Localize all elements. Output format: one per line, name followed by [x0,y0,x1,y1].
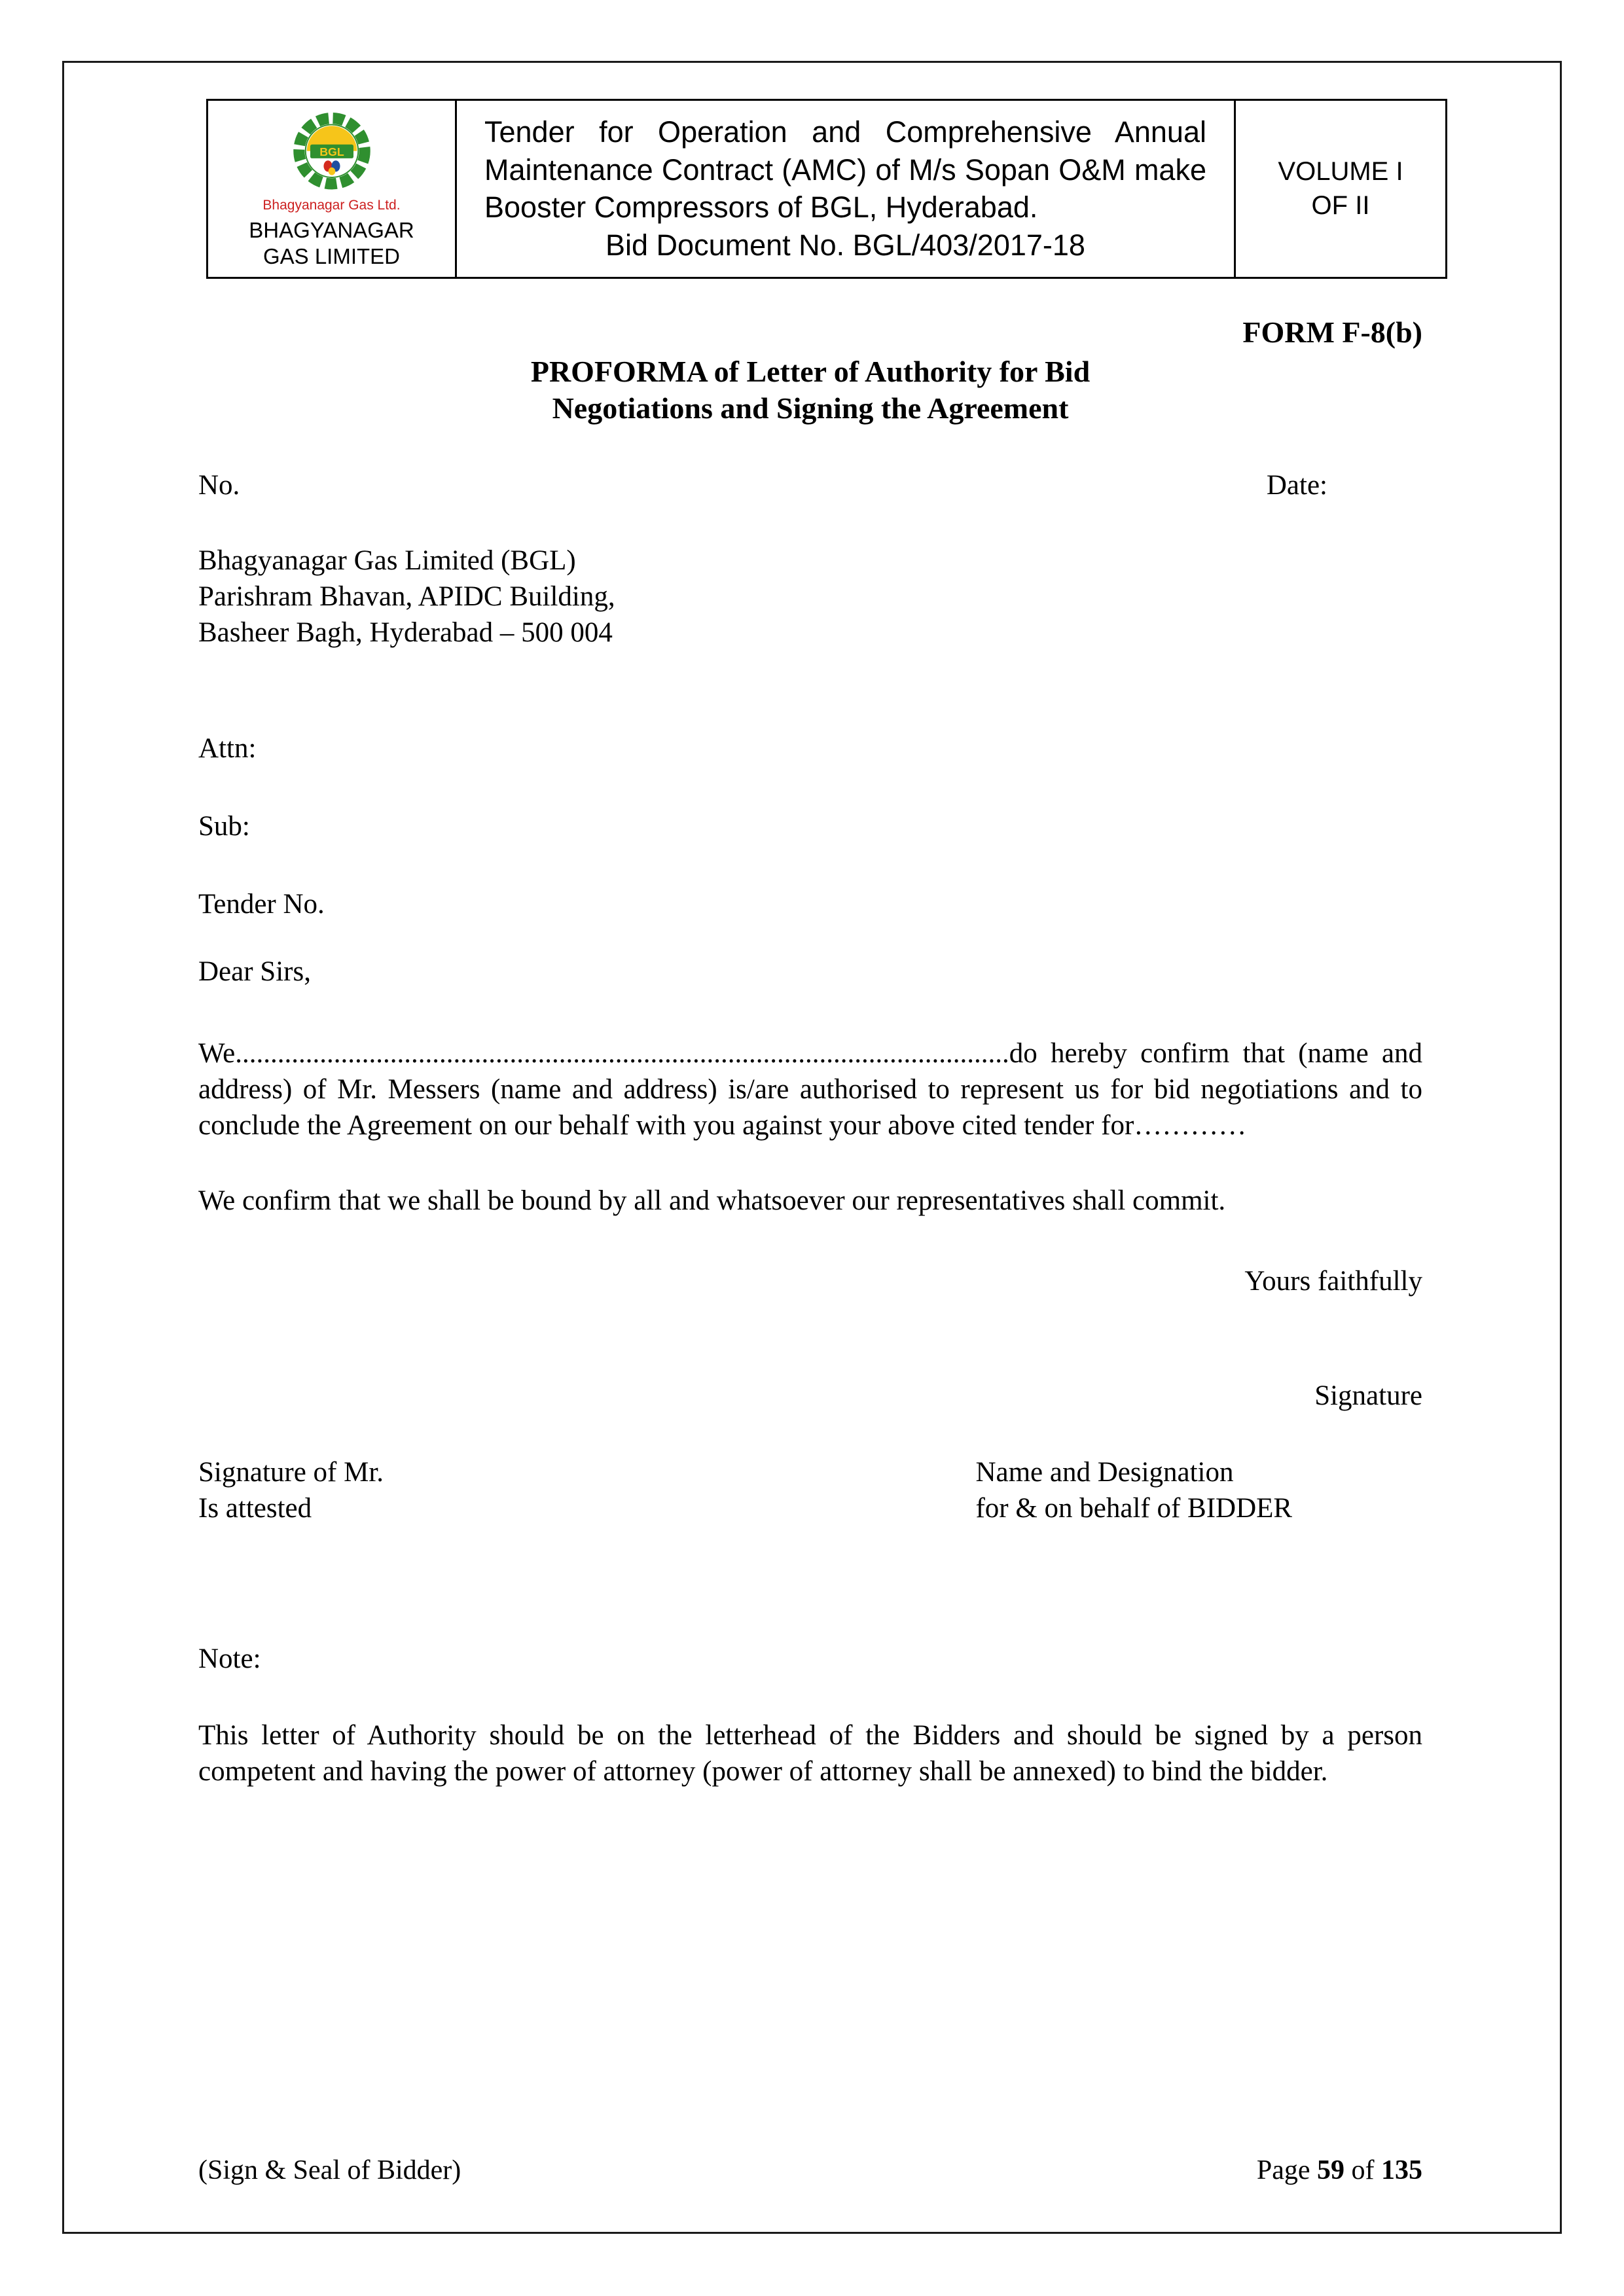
address-line: Parishram Bhavan, APIDC Building, [198,581,615,612]
header-table [206,99,1447,279]
document-page [62,61,1562,2234]
signature-attestation-row [198,1454,1422,1526]
signature-label: Signature [1314,1380,1422,1412]
address-line: Basheer Bagh, Hyderabad – 500 004 [198,617,613,648]
signature-attestation-right [975,1454,1422,1526]
volume-line-1: VOLUME I [1278,157,1403,187]
logo-caption: Bhagyanagar Gas Ltd. [262,198,401,213]
tender-no-label: Tender No. [198,888,325,920]
sign-left-line-2: Is attested [198,1493,312,1524]
form-title-line-1: PROFORMA of Letter of Authority for Bid [530,354,1091,388]
note-text: This letter of Authority should be on the letterhead of the Bidders and should be signed by a person competent and having the power of attorney (power of attorney shall be annexed) to bind the bidder. [198,1720,1422,1787]
form-number: FORM F-8(b) [1242,315,1422,349]
tender-title-cell [457,101,1236,277]
page-indicator [1257,2155,1422,2186]
note-label: Note: [198,1643,261,1675]
svg-text:BGL: BGL [319,145,344,158]
form-title [198,353,1422,427]
sign-seal-note: (Sign & Seal of Bidder) [198,2155,461,2185]
page-number: 59 [1317,2155,1344,2185]
of-label: of [1351,2155,1375,2185]
sign-right-line-1: Name and Designation [975,1457,1234,1488]
closing: Yours faithfully [1244,1266,1422,1297]
total-pages: 135 [1381,2155,1422,2185]
body-paragraph-2: We confirm that we shall be bound by all and whatsoever our representatives shall commit. [198,1185,1226,1217]
logo-cell [208,101,457,277]
date-label: Date: [1266,469,1327,501]
sub-label: Sub: [198,810,250,842]
page-label: Page [1256,2155,1310,2185]
no-label: No. [198,469,240,501]
address-line: Bhagyanagar Gas Limited (BGL) [198,545,576,576]
volume-line-2: OF II [1311,191,1370,221]
bgl-logo-icon [289,110,375,196]
sign-left-line-1: Signature of Mr. [198,1457,384,1488]
bid-document-no: Bid Document No. BGL/403/2017-18 [605,228,1085,262]
sign-right-line-2: for & on behalf of BIDDER [975,1493,1293,1524]
volume-cell [1236,101,1445,277]
address-block [198,543,1422,651]
no-date-row [198,467,1422,503]
signature-attestation-left [198,1454,975,1526]
company-name: BHAGYANAGAR GAS LIMITED [249,218,414,269]
salutation: Dear Sirs, [198,956,311,987]
form-title-line-2: Negotiations and Signing the Agreement [552,391,1069,425]
page-footer [198,2155,1422,2186]
tender-title: Tender for Operation and Comprehensive Annual Maintenance Contract (AMC) of M/s Sopan O&M make Booster Compressors of BGL, Hyderabad. [484,115,1206,224]
body-paragraph-1: We..............................................................................................................do hereby confirm that (name and address) of Mr. Messers (name and address) is/are authorised to represent us for bid negotiations and to conclude the Agreement on our behalf with you against your above cited tender for………… [198,1037,1422,1141]
attn-label: Attn: [198,732,257,764]
